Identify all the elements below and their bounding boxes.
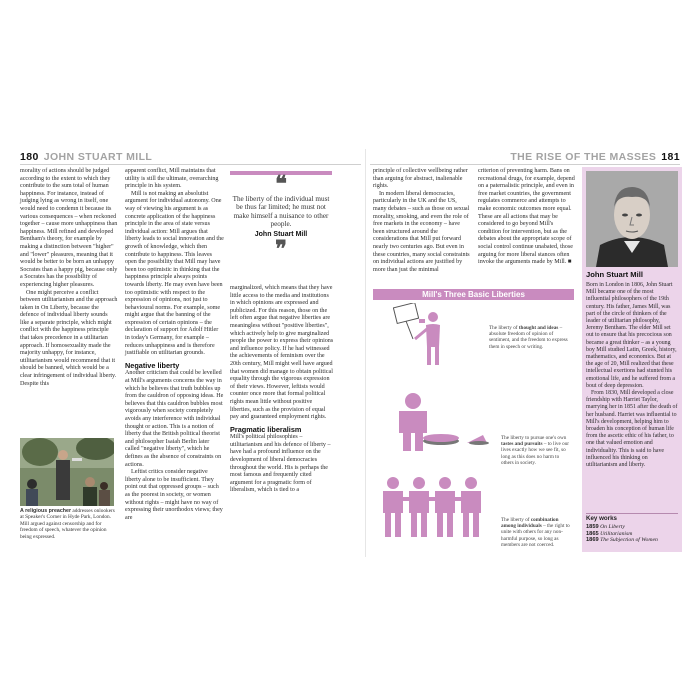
paragraph: criterion of preventing harm. Bans on recreational drugs, for example, depend on a paternalistic principle, and even in free market countries, the government regulates commerce and attempts to make economic outcomes more equal. These are all actions that may be considered to go beyond Mill's condition for intervention, but as the debates about the appropriate scope of social control continue unabated, those arguing for more liberal stances often invoke the arguments made by Mill. ■ xyxy=(478,168,575,266)
book-spread xyxy=(16,149,684,557)
sidebar-name: John Stuart Mill xyxy=(586,270,643,279)
liberty-keyword: thought and ideas xyxy=(518,325,559,331)
paragraph: In modern liberal democracies, particularly in the UK and the US, many debates – such as those on sexual morality, smoking, and even the role of free markets in the economy – have been structured around the considerations that Mill put forward nearly two centuries ago. But even in these countries, many social constraints on individual actions are justified by more than just the minimal xyxy=(373,190,470,273)
mill-portrait xyxy=(586,171,678,267)
key-works-heading: Key works xyxy=(586,515,617,522)
right-page-number: 181 xyxy=(661,151,680,163)
section-heading-pragmatic-liberalism: Pragmatic liberalism xyxy=(230,424,302,434)
liberty-text: The liberty of xyxy=(501,517,531,523)
tastes-pursuits-illustration xyxy=(387,391,497,453)
liberty-tastes-text xyxy=(501,435,573,466)
pull-quote xyxy=(230,171,332,285)
liberty-text: The liberty to pursue one's own xyxy=(501,435,567,441)
key-works xyxy=(586,513,678,544)
three-liberties-infobox xyxy=(373,289,574,548)
right-column-2 xyxy=(478,168,576,267)
page-gutter xyxy=(365,149,366,557)
left-page-header xyxy=(20,149,152,163)
liberty-combination-text xyxy=(501,517,573,548)
open-quote-icon: ❝ xyxy=(275,171,287,196)
right-running-head: THE RISE OF THE MASSES xyxy=(510,151,657,163)
paragraph: Another criticism that could be levelled at Mill's arguments concerns the way in which he believes that truth bubbles up from the cauldron of opposing ideas. He believes that this cauldron bubbles most vigorously when society completely avoids any interference with individual thought or action. This is a notion of liberty that the British political theorist and philosopher Isaiah Berlin later called "negative liberty", which he defines as the absence of constraints on actions. xyxy=(125,370,224,468)
liberty-thought-text xyxy=(489,325,571,350)
key-work-title: The Subjection of Women xyxy=(600,537,658,544)
left-column-1 xyxy=(20,168,118,388)
key-work-item xyxy=(586,537,678,544)
key-work-title: On Liberty xyxy=(600,523,625,530)
left-column-3 xyxy=(230,285,334,495)
paragraph: Mill's political philosophies – utilitarianism and his defence of liberty – have had a profound influence on the development of liberal democracies throughout the world. His is perhaps the most famous and frequently cited argument for a pragmatic form of liberalism, which is tied to a xyxy=(230,434,331,494)
paragraph: marginalized, which means that they have little access to the media and institutions in which opinions are expressed and publicized. For this reason, those on the left often argue that negative liberties are meaningless without "positive liberties", which actively help to give marginalized people the power to express their opinions and influence policy. If he had witnessed the achievements of feminism over the 20th century, Mill might well have argued that women did manage to obtain political equality through the vigorous expression of their views. However, leftists would counter once more that formal political rights mean little without positive liberties, such as the provision of equal pay and guaranteed employment rights. xyxy=(230,285,334,421)
key-work-title: Utilitarianism xyxy=(600,530,633,537)
liberty-text: – to live our lives exactly how we see fit, so long as this does no harm to others in society. xyxy=(501,441,570,466)
liberty-keyword: tastes and pursuits xyxy=(501,441,543,448)
paragraph: One might perceive a conflict between utilitarianism and the approach taken in On Liberty, because the defence of individual liberty sounds like a separate principle, which might conflict with the happiness principle that takes precedence in a utilitarian approach. If homosexuality made the majority unhappy, for instance, utilitarianism would recommend that it should be banned, which would be a clear infringement of individual liberty. Despite this xyxy=(20,289,118,387)
bio-paragraph: From 1830, Mill developed a close friendship with Harriet Taylor, marrying her in 1851 after the death of her husband. Harriet was influential to Mill's development, helping him to broaden his conception of human life from the ascetic ethic of his father, to one that valued emotion and individuality. This is said to have influenced his thinking on utilitarianism and liberty. xyxy=(586,390,678,469)
paragraph: principle of collective wellbeing rather than arguing for abstract, inalienable rights. xyxy=(373,168,468,190)
photo-caption xyxy=(20,508,116,540)
key-work-year: 1859 xyxy=(586,523,599,530)
paragraph: Mill is not making an absolutist argument for individual autonomy. One way of viewing his argument is as concrete application of the happiness principle in the area of state versus individual action: Mill argues that liberty leads to social innovation and the growth of knowledge, which then contribute to happiness. This leaves open the possibility that Mill may have been too optimistic in thinking that the happiness principle always points towards liberty. He may even have been too optimistic with respect to the expression of opinions, not just to behavioural norms. For example, some might argue that the banning of the expression of certain opinions – the declaration of support for Adolf Hitler in today's Germany, for example – reduces unhappiness and is therefore justifiable on utilitarian grounds. xyxy=(125,190,224,357)
caption-text: addresses onlookers at Speaker's Corner in Hyde Park, London. Mill argued against censorship and for freedom of speech, whatever the opinion being expressed. xyxy=(20,508,115,540)
left-column-2 xyxy=(125,168,224,522)
paragraph: morality of actions should be judged according to the extent to which they contribute to the sum total of human happiness. For instance, instead of judging lying as wrong in itself, one would need to condemn it because its various consequences – when reckoned together – cause more unhappiness than happiness. Mill refined and developed Bentham's theory, for example by making a distinction between "higher" and "lower" pleasures, meaning that it would be better to be born an unhappy Socrates than a happy pig, because only a Socrates has the possibility of experiencing higher pleasures. xyxy=(20,168,118,288)
right-column-1 xyxy=(373,168,471,274)
left-page-number: 180 xyxy=(20,151,39,163)
liberty-text: The liberty of xyxy=(489,325,519,331)
close-quote-icon: ❞ xyxy=(275,235,287,261)
sidebar-bio xyxy=(586,282,678,469)
right-page-header xyxy=(510,149,680,163)
thought-speech-illustration xyxy=(393,303,463,367)
section-heading-negative-liberty: Negative liberty xyxy=(125,360,180,370)
key-work-year: 1865 xyxy=(586,530,599,537)
bio-paragraph: Born in London in 1806, John Stuart Mill became one of the most influential philosophers of the 19th century. His father, James Mill, was part of the circle of thinkers of the leader of utilitarian philosophy, Jeremy Bentham. The elder Mill set out to ensure that his precocious son became a great thinker – as a young boy Mill studied Latin, Greek, history, mathematics, and economics. But at the age of 20, Mill realized that these intellectual exertions had stunted his emotional life, and he suffered from a bout of deep depression. xyxy=(586,282,677,389)
paragraph: Leftist critics consider negative liberty alone to be insufficient. They point out that oppressed groups – such as the poorest in society, or women without rights – might have no way of expressing their unorthodox views; they are xyxy=(125,469,223,521)
combination-illustration xyxy=(381,475,493,539)
left-running-head: JOHN STUART MILL xyxy=(43,151,153,163)
biography-sidebar xyxy=(582,167,682,552)
paragraph: apparent conflict, Mill maintains that utility is still the ultimate, overarching principle in his system. xyxy=(125,168,219,190)
key-work-year: 1869 xyxy=(586,537,599,544)
right-header-rule xyxy=(370,164,680,165)
preacher-photo xyxy=(20,438,114,506)
quote-text: The liberty of the individual must be thus far limited; he must not make himself a nuisance to other people. xyxy=(232,195,330,229)
quote-author: John Stuart Mill xyxy=(254,230,308,238)
infobox-title: Mill's Three Basic Liberties xyxy=(373,289,574,300)
left-header-rule xyxy=(20,164,361,165)
liberty-text: – the right to unite with others for any non-harmful purpose, so long as members are not coerced. xyxy=(501,523,570,548)
key-work-item xyxy=(586,524,678,531)
caption-bold: A religious preacher xyxy=(20,508,72,514)
liberty-keyword: combination among individuals xyxy=(501,517,559,530)
liberty-text: – absolute freedom of opinion of sentiment, and the freedom to express them in speech or writing. xyxy=(489,325,568,350)
